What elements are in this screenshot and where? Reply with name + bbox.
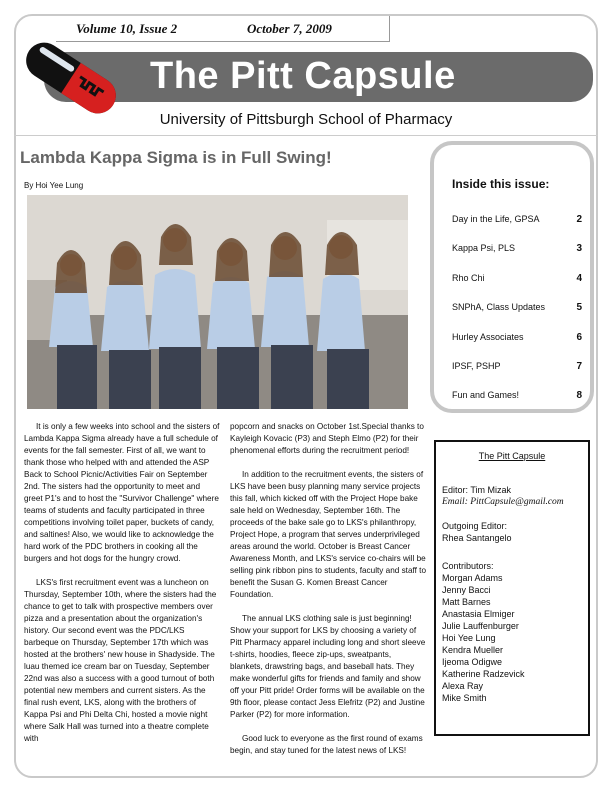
article-column-1 xyxy=(24,421,220,757)
toc-item-label: SNPhA, Class Updates xyxy=(452,302,546,312)
outgoing-editor-label: Outgoing Editor: xyxy=(442,521,508,531)
paragraph: It is only a few weeks into school and the sisters of Lambda Kappa Sigma already have a full schedule of events for the fall semester. First of all, we want to thank those who helped with and attended the ASP Back to School Picnic/Activities Fair on September 2nd. The sisters had the opportunity to meet and greet P1's and to host the "Survivor Challenge" where teams of students and faculty participated in three competitions involving toilet paper, buckets of candy, and saltines! Also, we would like to acknowledge the hard work of the PDC brothers in cooking all the burgers and hot dogs for the hungry crowd. xyxy=(24,422,220,563)
staff-title: The Pitt Capsule xyxy=(478,451,546,461)
toc-item-page: 6 xyxy=(576,332,582,343)
toc-item-label: Fun and Games! xyxy=(452,390,520,400)
contributor: Jenny Bacci xyxy=(442,585,491,595)
toc-title: Inside this issue: xyxy=(452,177,550,191)
toc-item[interactable] xyxy=(452,273,582,283)
paragraph: The annual LKS clothing sale is just beginning! Show your support for LKS by choosing a variety of Pitt Pharmacy apparel including long and short sleeve t-shirts, hoodies, fleece zip-ups, sweatpants, blankets, drawstring bags, and baseball hats. They make wonderful gifts for friends and family and show off your Pitt pride! Order forms will be available on the 9th floor, please contact Jess Elefritz (P2) and Justine Parker (P2) for more information. xyxy=(230,614,426,719)
contributor: Morgan Adams xyxy=(442,573,503,583)
toc-item-page: 3 xyxy=(576,243,582,254)
article-headline: Lambda Kappa Sigma is in Full Swing! xyxy=(20,148,332,167)
header-divider xyxy=(14,135,598,136)
toc-item[interactable] xyxy=(452,361,582,371)
contributor: Alexa Ray xyxy=(442,681,484,691)
paragraph: popcorn and snacks on October 1st.Special thanks to Kayleigh Kovacic (P3) and Steph Elmo (P2) for their phenomenal efforts during the recruitment period! xyxy=(230,422,424,455)
contributor: Matt Barnes xyxy=(442,597,491,607)
paragraph: Good luck to everyone as the first round of exams begin, and stay tuned for the latest news of LKS! xyxy=(230,734,423,755)
masthead-title: The Pitt Capsule xyxy=(150,55,456,97)
paragraph: In addition to the recruitment events, the sisters of LKS have been busy planning many service projects this fall, which kicked off with the Project Hope bake sale held on Wednesday, September 16th. The proceeds of the bake sale go to LKS's philanthropy, Project Hope, a program that serves underprivileged areas around the world. October is Breast Cancer Awareness Month, and LKS's service co-chairs will be selling pink ribbon pins to students, faculty and staff to benefit the Susan G. Komen Breast Cancer Foundation. xyxy=(230,470,427,599)
toc-item-label: Rho Chi xyxy=(452,273,485,283)
contributor: Anastasia Elmiger xyxy=(442,609,515,619)
toc-item-label: Kappa Psi, PLS xyxy=(452,243,516,253)
contributors-label: Contributors: xyxy=(442,561,494,571)
capsule-icon xyxy=(16,38,126,118)
toc-item-page: 4 xyxy=(576,273,582,284)
contributor: Kendra Mueller xyxy=(442,645,504,655)
toc-item[interactable] xyxy=(452,332,582,342)
contributor: Katherine Radzevick xyxy=(442,669,525,679)
article-column-2 xyxy=(230,421,426,769)
contributor: Ijeoma Odigwe xyxy=(442,657,503,667)
toc-item-page: 2 xyxy=(576,214,582,225)
toc-item[interactable] xyxy=(452,302,582,312)
issue-date: October 7, 2009 xyxy=(247,21,332,36)
outgoing-editor-name: Rhea Santangelo xyxy=(442,533,512,543)
contributor: Hoi Yee Lung xyxy=(442,633,496,643)
staff-box xyxy=(434,440,590,736)
paragraph: LKS's first recruitment event was a luncheon on Thursday, September 10th, where the sisters had the chance to get to talk with prospective members over pizza and a presentation about the organization's history. Our second event was the PDC/LKS barbeque on Thursday, September 17th which was hosted at the brothers' new house in Shadyside. The luau themed ice cream bar on Tuesday, September 22nd was also a success with a good turnout of both potential new members and current sisters. As the final rush event, LKS, along with the brothers of Kappa Psi and Phi Delta Chi, hosted a movie night where Salk Hall was turned into a theatre complete with xyxy=(24,578,217,743)
contributor: Mike Smith xyxy=(442,693,487,703)
masthead-subtitle: University of Pittsburgh School of Pharmacy xyxy=(159,111,453,128)
toc-item-page: 7 xyxy=(576,361,582,372)
toc-item-label: Hurley Associates xyxy=(452,332,524,342)
volume-issue: Volume 10, Issue 2 xyxy=(76,21,178,36)
toc-item-page: 5 xyxy=(576,302,582,313)
contributors-list xyxy=(442,572,525,704)
toc-item-page: 8 xyxy=(576,390,582,401)
editor-email[interactable]: Email: PittCapsule@gmail.com xyxy=(442,497,564,507)
contributor: Julie Lauffenburger xyxy=(442,621,519,631)
group-photo xyxy=(27,195,408,409)
article-byline: By Hoi Yee Lung xyxy=(24,181,84,190)
toc-item[interactable] xyxy=(452,243,582,253)
toc-item[interactable] xyxy=(452,390,582,400)
toc-item[interactable] xyxy=(452,214,582,224)
toc-item-label: Day in the Life, GPSA xyxy=(452,214,540,224)
editor: Editor: Tim Mizak xyxy=(442,485,512,495)
table-of-contents xyxy=(430,141,594,413)
toc-item-label: IPSF, PSHP xyxy=(452,361,501,371)
